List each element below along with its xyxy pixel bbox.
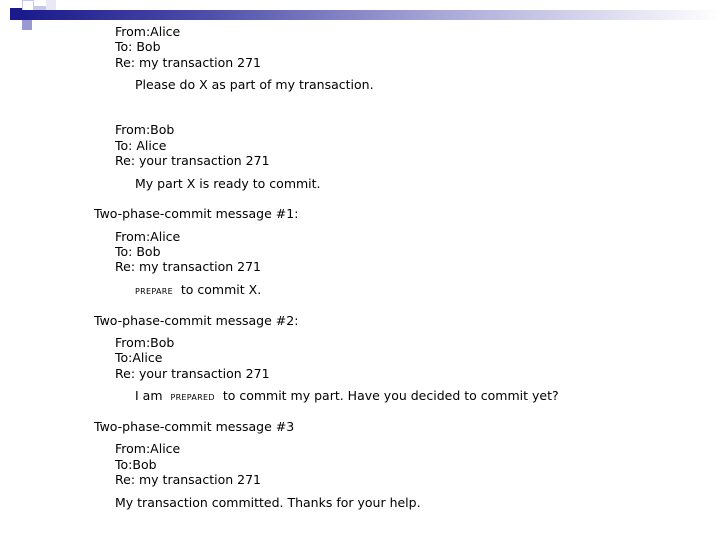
message-to: To:Bob	[115, 457, 157, 472]
section-heading: Two-phase-commit message #3	[94, 419, 295, 434]
header-square	[10, 8, 22, 20]
message-to: To:Alice	[115, 350, 163, 365]
message-body: My transaction committed. Thanks for your help.	[115, 495, 421, 510]
header-gradient	[22, 10, 720, 20]
smallcaps-keyword: PREPARE	[135, 287, 173, 296]
header-square	[46, 0, 56, 10]
message-to: To: Alice	[115, 138, 167, 153]
message-from: From:Bob	[115, 335, 175, 350]
section-heading: Two-phase-commit message #1:	[94, 206, 299, 221]
message-from: From:Bob	[115, 122, 175, 137]
message-to: To: Bob	[115, 39, 161, 54]
header-square	[22, 20, 32, 30]
message-body-text: to commit X.	[180, 282, 262, 297]
message-from: From:Alice	[115, 229, 181, 244]
message-body	[135, 388, 559, 405]
message-body-text: I am	[135, 388, 163, 403]
message-to: To: Bob	[115, 244, 161, 259]
message-re: Re: your transaction 271	[115, 153, 270, 168]
message-body	[135, 282, 261, 299]
message-re: Re: my transaction 271	[115, 259, 261, 274]
section-heading: Two-phase-commit message #2:	[94, 313, 299, 328]
message-body: My part X is ready to commit.	[135, 176, 321, 191]
message-from: From:Alice	[115, 441, 181, 456]
message-body: Please do X as part of my transaction.	[135, 77, 374, 92]
message-re: Re: your transaction 271	[115, 366, 270, 381]
decorative-header-bar	[0, 0, 720, 28]
message-re: Re: my transaction 271	[115, 55, 261, 70]
message-body-text: to commit my part. Have you decided to commit yet?	[222, 388, 559, 403]
smallcaps-keyword: PREPARED	[170, 393, 215, 402]
message-from: From:Alice	[115, 24, 181, 39]
message-re: Re: my transaction 271	[115, 472, 261, 487]
